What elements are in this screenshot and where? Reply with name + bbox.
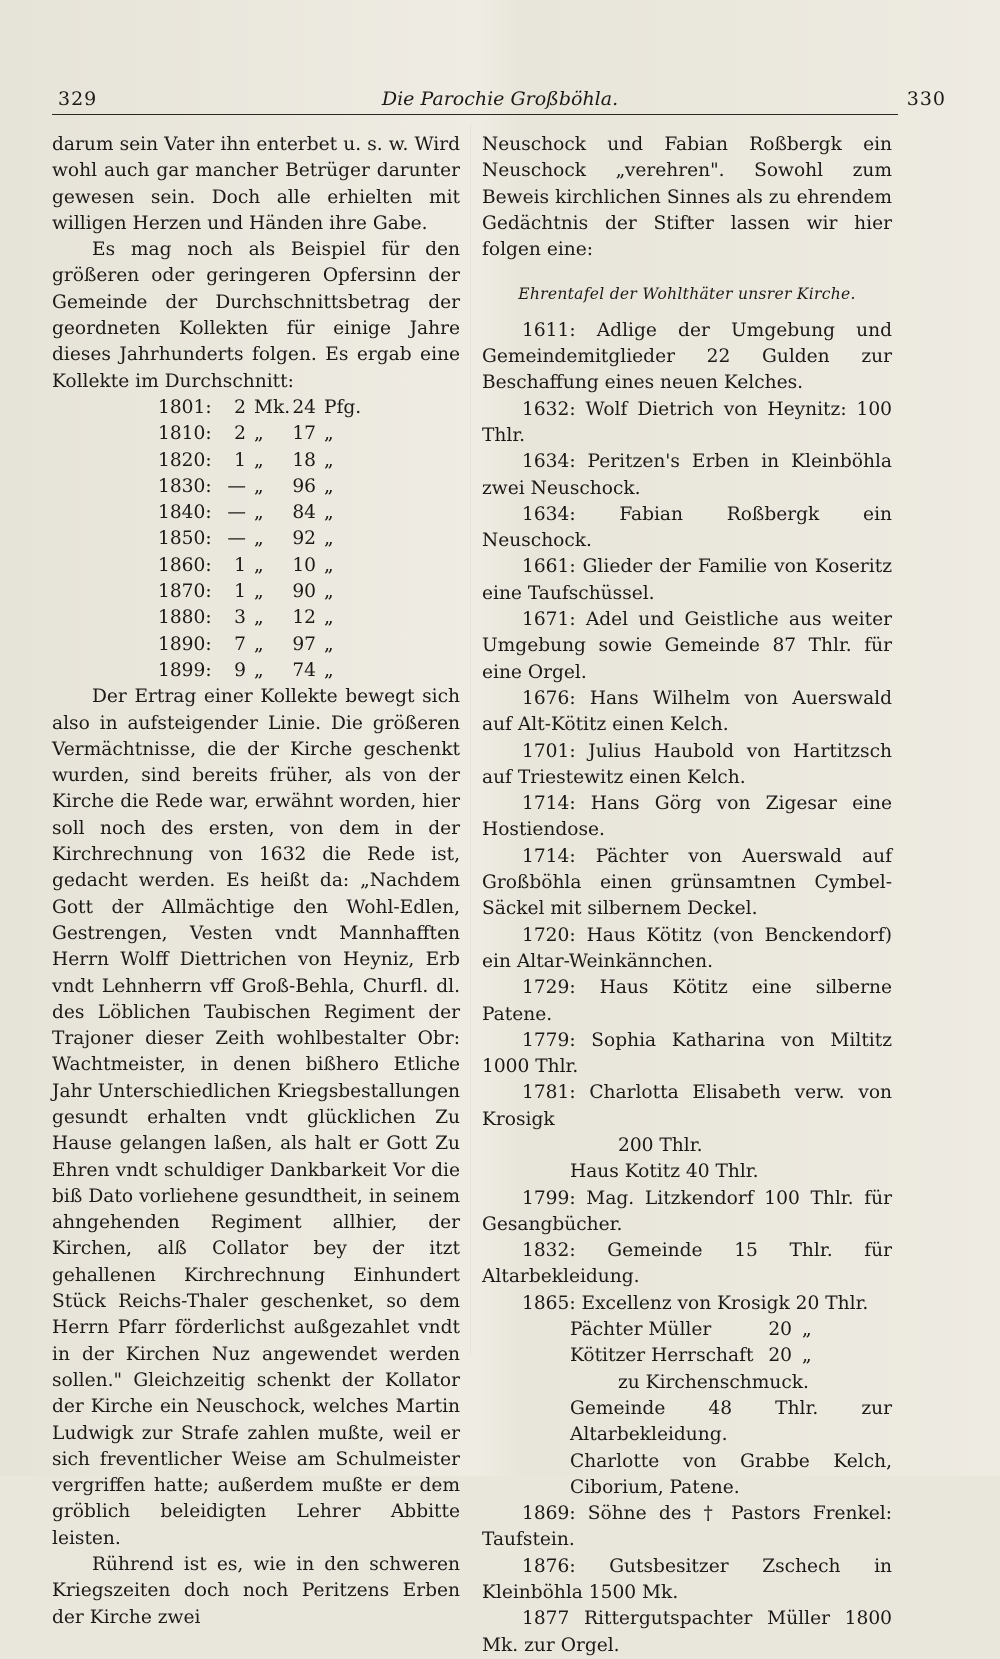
kollekte-row	[52, 605, 460, 631]
list-item: 1877 Rittergutspachter Müller 1800 Mk. zur Orgel.	[482, 1608, 892, 1656]
list-item: 1779: Sophia Katharina von Miltitz 1000 Thlr.	[482, 1029, 892, 1078]
kollekte-unit-mark: „	[254, 449, 264, 471]
kollekte-mark: 9	[234, 659, 246, 681]
kollekte-unit-pfennig: „	[324, 475, 334, 497]
paragraph: Neuschock und Fabian Roßbergk ein Neuschock „verehren". Sowohl zum Beweis kirchlichen Sinnes als zu ehrendem Gedächtnis der Stifter lassen wir hier folgen eine:	[482, 134, 892, 261]
kollekte-unit-pfennig: „	[324, 528, 334, 550]
kollekte-mark: 2	[234, 396, 246, 418]
kollekte-mark: —	[227, 475, 246, 497]
paragraph: darum sein Vater ihn enterbet u. s. w. Wird wohl auch gar mancher Betrüger darunter gewesen sein. Doch alle erhielten mit willigen Herzen und Händen ihre Gabe.	[52, 134, 460, 234]
kollekte-pfennig: 90	[292, 581, 316, 603]
list-item-continuation: 200 Thlr.	[618, 1134, 703, 1156]
kollekte-table	[52, 395, 460, 684]
kollekte-unit-mark: „	[254, 528, 264, 550]
kollekte-year: 1830:	[158, 475, 212, 497]
kollekte-unit-pfennig: „	[324, 659, 334, 681]
kollekte-year: 1801:	[158, 396, 212, 418]
kollekte-pfennig: 24	[292, 396, 316, 418]
kollekte-year: 1860:	[158, 554, 212, 576]
kollekte-row	[52, 448, 460, 474]
list-item: 1720: Haus Kötitz (von Benckendorf) ein Altar-Weinkännchen.	[482, 924, 892, 972]
kollekte-row	[52, 395, 460, 421]
kollekte-row	[52, 500, 460, 526]
kollekte-row	[52, 658, 460, 684]
kollekte-unit-mark: „	[254, 554, 264, 576]
donor-amount: 20	[768, 1345, 792, 1367]
paragraph: Rührend ist es, wie in den schweren Kriegszeiten doch noch Peritzens Erben der Kirche zwei	[52, 1554, 460, 1628]
list-item: 1799: Mag. Litzkendorf 100 Thlr. für Gesangbücher.	[482, 1187, 892, 1235]
paragraph: Es mag noch als Beispiel für den größeren oder geringeren Opfersinn der Gemeinde der Durchschnittsbetrag der geordneten Kollekten für einige Jahre dieses Jahrhunderts folgen. Es ergab eine Kollekte im Durchschnitt:	[52, 239, 460, 392]
left-column	[52, 132, 460, 1631]
list-item: 1714: Pächter von Auerswald auf Großböhla einen grünsamtnen Cymbel-Säckel mit silbernem Deckel.	[482, 845, 892, 920]
kollekte-row	[52, 553, 460, 579]
kollekte-mark: 1	[234, 581, 246, 603]
kollekte-mark: —	[227, 502, 246, 524]
list-item-continuation: zu Kirchenschmuck.	[618, 1371, 809, 1393]
list-item: 1876: Gutsbesitzer Zschech in Kleinböhla 1500 Mk.	[482, 1555, 892, 1604]
kollekte-year: 1890:	[158, 633, 212, 655]
kollekte-unit-mark: „	[254, 423, 264, 445]
list-item-continuation: Charlotte von Grabbe Kelch, Ciborium, Patene.	[570, 1450, 892, 1498]
kollekte-unit-mark: „	[254, 475, 264, 497]
page-number-left: 329	[58, 88, 98, 110]
header-rule	[52, 114, 898, 115]
right-column	[482, 132, 892, 1659]
running-title: Die Parochie Großböhla.	[381, 88, 619, 110]
kollekte-pfennig: 74	[292, 659, 316, 681]
list-item-continuation	[482, 1317, 892, 1343]
list-item: 1865: Excellenz von Krosigk 20 Thlr.	[522, 1292, 869, 1314]
kollekte-pfennig: 92	[292, 528, 316, 550]
page-number-right: 330	[906, 88, 946, 110]
column-gutter	[470, 124, 471, 1354]
kollekte-mark: —	[227, 528, 246, 550]
kollekte-year: 1870:	[158, 581, 212, 603]
list-item: 1632: Wolf Dietrich von Heynitz: 100 Thlr.	[482, 398, 892, 446]
kollekte-mark: 2	[234, 423, 246, 445]
list-item: 1781: Charlotta Elisabeth verw. von Krosigk	[482, 1082, 892, 1130]
section-heading: Ehrentafel der Wohlthäter unsrer Kirche.	[518, 285, 856, 304]
donor-unit: „	[802, 1319, 812, 1341]
kollekte-pfennig: 18	[292, 449, 316, 471]
donor-name: Pächter Müller	[570, 1319, 712, 1341]
kollekte-row	[52, 526, 460, 552]
donor-name: Kötitzer Herrschaft	[570, 1345, 754, 1367]
list-item: 1634: Fabian Roßbergk ein Neuschock.	[482, 503, 892, 552]
list-item-continuation: Gemeinde 48 Thlr. zur Altarbekleidung.	[570, 1397, 892, 1446]
kollekte-mark: 1	[234, 449, 246, 471]
kollekte-unit-pfennig: „	[324, 633, 334, 655]
kollekte-year: 1880:	[158, 607, 212, 629]
kollekte-year: 1840:	[158, 502, 212, 524]
kollekte-row	[52, 421, 460, 447]
kollekte-mark: 7	[234, 633, 246, 655]
kollekte-pfennig: 96	[292, 475, 316, 497]
kollekte-unit-mark: „	[254, 502, 264, 524]
list-item: 1634: Peritzen's Erben in Kleinböhla zwei Neuschock.	[482, 451, 892, 499]
list-item: 1869: Söhne des † Pastors Frenkel: Taufstein.	[482, 1503, 892, 1551]
kollekte-pfennig: 10	[292, 554, 316, 576]
paragraph: Der Ertrag einer Kollekte bewegt sich also in aufsteigender Linie. Die größeren Vermächtnisse, die der Kirche geschenkt wurden, sind bereits früher, als von der Kirche die Rede war, erwähnt worden, hier soll noch des ersten, von dem in der Kirchrechnung von 1632 die Rede ist, gedacht werden. Es heißt da: „Nachdem Gott der Allmächtige den Wohl-Edlen, Gestrengen, Vesten vndt Mannhafften Herrn Wolff Diettrichen von Heyniz, Erb vndt Lehnherrn vff Groß-Behla, Churfl. dl. des Löblichen Taubischen Regiment der Trajoner dieser Zeith wohlbestalter Obr: Wachtmeister, in denen bißhero Etliche Jahr Unterschiedlichen Kriegsbestallungen gesundt erhalten vndt glücklichen Zu Hause gelangen laßen, als halt er Gott Zu Ehren vndt schuldiger Dankbarkeit Vor die biß Dato vorliehene gesundtheit, in seinem ahngehenden Regiment allhier, der Kirchen, alß Collator bey der itzt gehallenen Kirchrechnung Einhundert Stück Reichs-Thaler geschenket, so dem Herrn Pfarr förderlichst außgezahlet vndt in der Kirchen Nuz angewendet werden sollen." Gleichzeitig schenkt der Kollator der Kirche ein Neuschock, welches Martin Ludwigk zur Strafe zahlen mußte, weil er sich freventlicher Weise am Schulmeister vergriffen hatte; außerdem mußte er dem gröblich beleidigten Lehrer Abbitte leisten.	[52, 686, 460, 1549]
list-item: 1701: Julius Haubold von Hartitzsch auf Triestewitz einen Kelch.	[482, 740, 892, 788]
donor-amount: 20	[768, 1319, 792, 1341]
kollekte-unit-pfennig: „	[324, 423, 334, 445]
kollekte-unit-mark: „	[254, 659, 264, 681]
kollekte-unit-pfennig: „	[324, 607, 334, 629]
list-item: 1729: Haus Kötitz eine silberne Patene.	[482, 977, 892, 1025]
list-item: 1676: Hans Wilhelm von Auerswald auf Alt-Kötitz einen Kelch.	[482, 687, 892, 736]
kollekte-unit-mark: „	[254, 633, 264, 655]
kollekte-unit-pfennig: Pfg.	[324, 396, 362, 418]
kollekte-row	[52, 632, 460, 658]
kollekte-unit-mark: Mk.	[254, 396, 291, 418]
kollekte-unit-pfennig: „	[324, 502, 334, 524]
kollekte-mark: 3	[234, 607, 246, 629]
kollekte-pfennig: 17	[292, 423, 316, 445]
kollekte-year: 1850:	[158, 528, 212, 550]
list-item: 1611: Adlige der Umgebung und Gemeindemitglieder 22 Gulden zur Beschaffung eines neuen Kelches.	[482, 319, 892, 394]
kollekte-unit-pfennig: „	[324, 554, 334, 576]
kollekte-unit-mark: „	[254, 607, 264, 629]
kollekte-pfennig: 84	[292, 502, 316, 524]
kollekte-unit-mark: „	[254, 581, 264, 603]
kollekte-year: 1820:	[158, 449, 212, 471]
list-item: 1832: Gemeinde 15 Thlr. für Altarbekleidung.	[482, 1240, 892, 1288]
list-item-continuation	[482, 1343, 892, 1369]
kollekte-row	[52, 579, 460, 605]
list-item: 1671: Adel und Geistliche aus weiter Umgebung sowie Gemeinde 87 Thlr. für eine Orgel.	[482, 609, 892, 683]
list-item-continuation: Haus Kotitz 40 Thlr.	[570, 1161, 759, 1183]
kollekte-year: 1810:	[158, 423, 212, 445]
kollekte-unit-pfennig: „	[324, 449, 334, 471]
list-item: 1661: Glieder der Familie von Koseritz eine Taufschüssel.	[482, 556, 892, 604]
kollekte-mark: 1	[234, 554, 246, 576]
kollekte-year: 1899:	[158, 659, 212, 681]
donor-unit: „	[802, 1345, 812, 1367]
kollekte-pfennig: 12	[292, 607, 316, 629]
kollekte-row	[52, 474, 460, 500]
kollekte-unit-pfennig: „	[324, 581, 334, 603]
kollekte-pfennig: 97	[292, 633, 316, 655]
list-item: 1714: Hans Görg von Zigesar eine Hostiendose.	[482, 793, 892, 841]
